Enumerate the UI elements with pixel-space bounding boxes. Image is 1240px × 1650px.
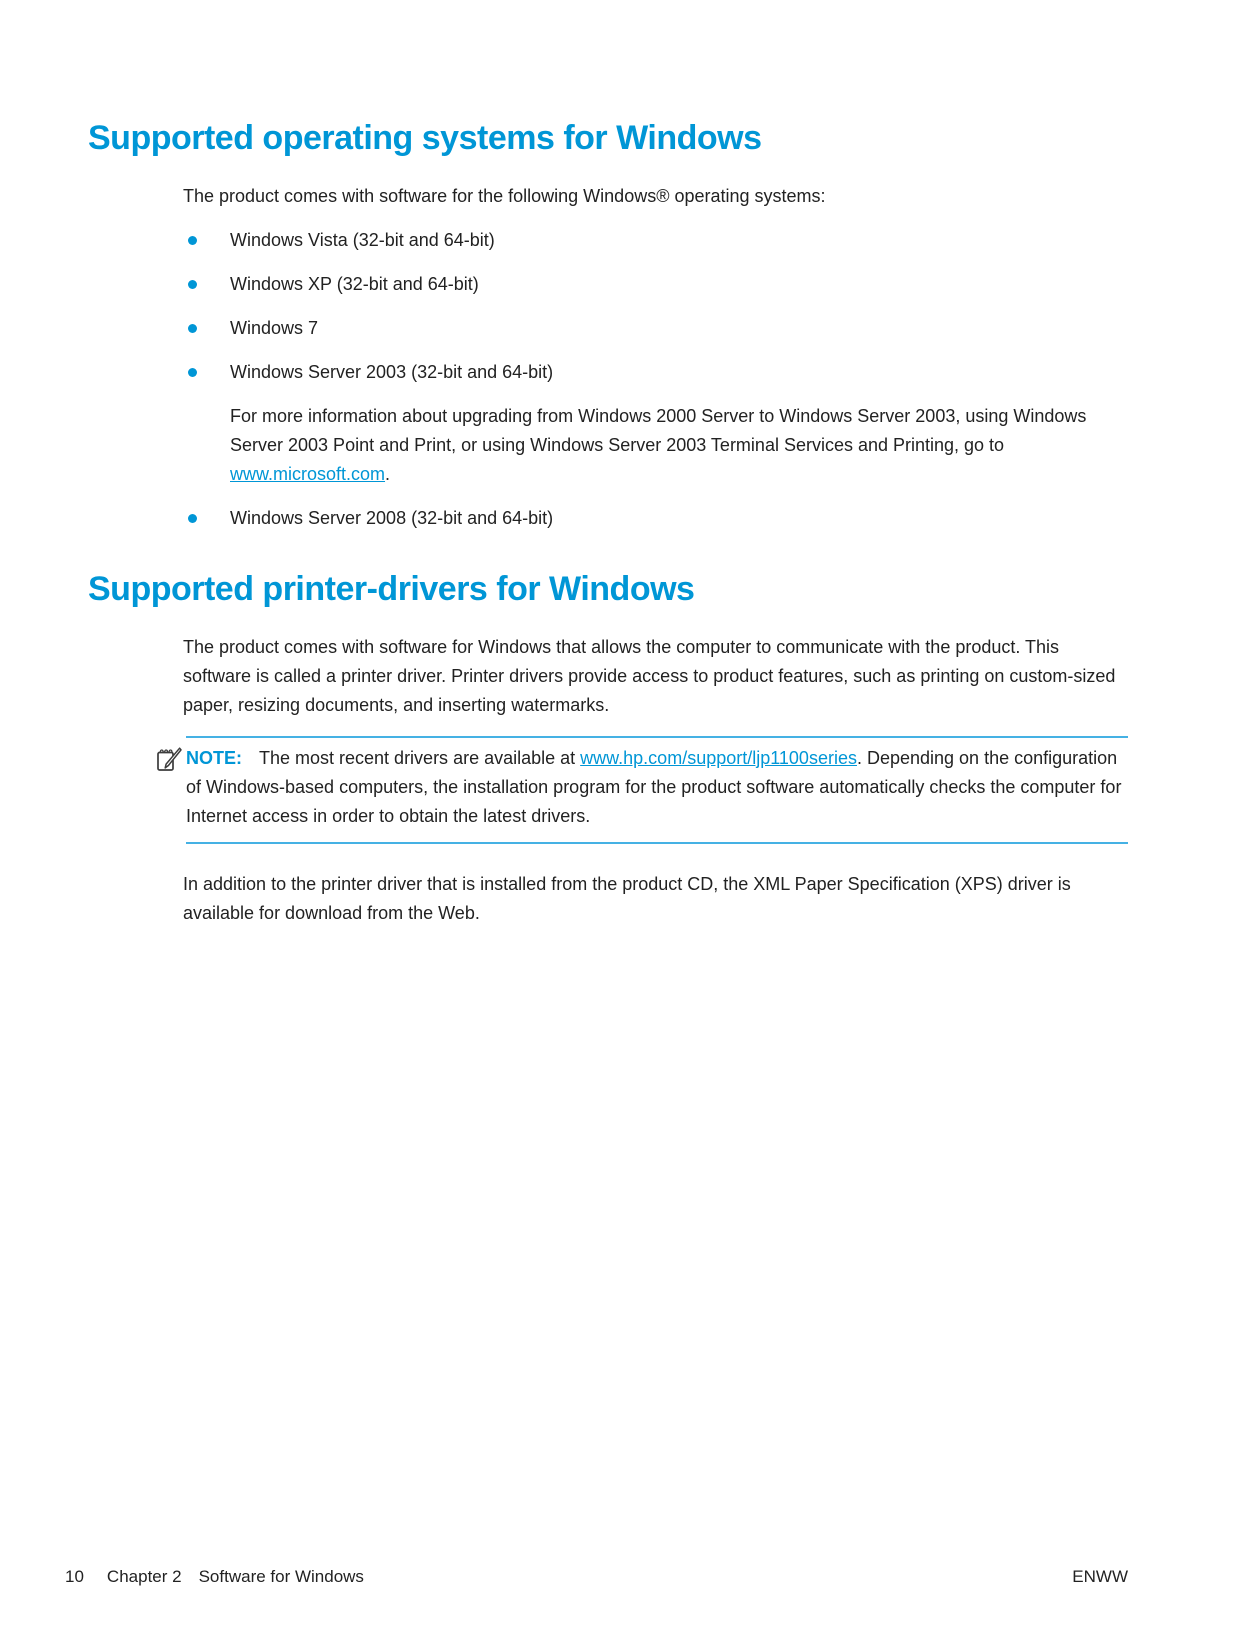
os-bullet-list bbox=[183, 226, 1128, 387]
list-item-label: Windows Server 2008 (32-bit and 64-bit) bbox=[230, 508, 554, 528]
list-item bbox=[183, 314, 1128, 343]
section-title-printer-drivers: Supported printer-drivers for Windows bbox=[88, 570, 695, 608]
bullet-dot bbox=[188, 514, 197, 523]
os-bullet-list-continued bbox=[183, 504, 1128, 533]
os-intro-paragraph: The product comes with software for the following Windows® operating systems: bbox=[183, 186, 826, 206]
bullet-dot bbox=[188, 236, 197, 245]
paragraph-text: The most recent drivers are available at bbox=[259, 748, 581, 768]
chapter-label: Chapter 2 bbox=[106, 1567, 182, 1586]
list-item bbox=[183, 226, 1128, 255]
paragraph-text: . Depending on the configuration of Windows-based computers, the installation program for the product software automatically checks the computer for Internet access in order to obtain the latest drivers. bbox=[186, 748, 1122, 826]
bullet-dot bbox=[188, 324, 197, 333]
list-item-label: Windows XP (32-bit and 64-bit) bbox=[230, 274, 479, 294]
section-title-operating-systems: Supported operating systems for Windows bbox=[88, 119, 762, 157]
bullet-dot bbox=[188, 280, 197, 289]
xps-driver-paragraph: In addition to the printer driver that is installed from the product CD, the XML Paper Specification (XPS) driver is available for download from the Web. bbox=[183, 874, 1071, 923]
note-paragraph bbox=[186, 744, 1128, 831]
note-icon bbox=[155, 745, 182, 779]
list-item-label: Windows 7 bbox=[230, 318, 319, 338]
list-item bbox=[183, 358, 1128, 387]
paragraph-text: For more information about upgrading from Windows 2000 Server to Windows Server 2003, using Windows Server 2003 Point and Print, or using Windows Server 2003 Terminal Services and Printing, go to bbox=[230, 406, 1087, 455]
footer-chapter bbox=[107, 1566, 364, 1588]
chapter-title: Software for Windows bbox=[198, 1567, 364, 1586]
page-number: 10 bbox=[65, 1567, 84, 1586]
paragraph-text: . bbox=[385, 464, 391, 484]
footer-enww: ENWW bbox=[1072, 1567, 1128, 1586]
server2003-info-paragraph bbox=[230, 402, 1128, 489]
microsoft-link[interactable]: www.microsoft.com bbox=[230, 464, 386, 484]
list-item bbox=[183, 504, 1128, 533]
list-item-label: Windows Vista (32-bit and 64-bit) bbox=[230, 230, 495, 250]
bullet-dot bbox=[188, 368, 197, 377]
list-item-label: Windows Server 2003 (32-bit and 64-bit) bbox=[230, 362, 554, 382]
drivers-intro-paragraph: The product comes with software for Windows that allows the computer to communicate with the product. This software is called a printer driver. Printer drivers provide access to product features, such as printing on custom-sized paper, resizing documents, and inserting watermarks. bbox=[183, 637, 1116, 715]
list-item bbox=[183, 270, 1128, 299]
hp-support-link[interactable]: www.hp.com/support/ljp1100series bbox=[580, 748, 857, 768]
note-callout bbox=[186, 736, 1128, 844]
page-footer bbox=[65, 1566, 1128, 1588]
footer-left bbox=[65, 1566, 364, 1588]
note-label: NOTE: bbox=[186, 748, 242, 768]
